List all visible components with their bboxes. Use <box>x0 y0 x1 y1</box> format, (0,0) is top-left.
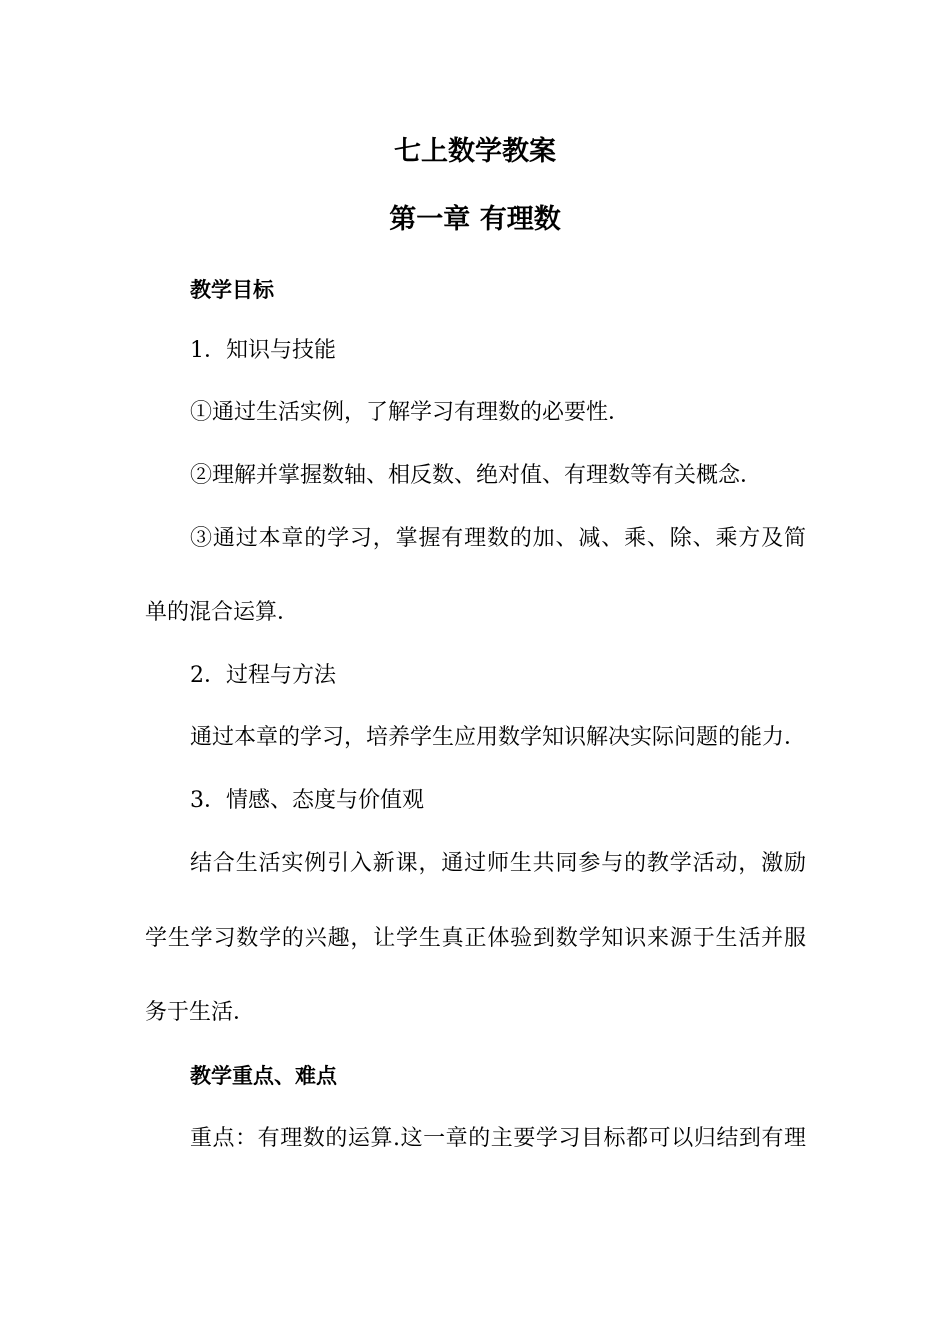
objective-3-text-line-3: 务于生活． <box>145 1000 256 1025</box>
objective-1-point-3-line-1: ③通过本章的学习，掌握有理数的加、减、乘、除、乘方及简 <box>190 526 806 551</box>
key-points-heading: 教学重点、难点 <box>190 1064 337 1088</box>
objective-3-label: 3．情感、态度与价值观 <box>190 788 424 813</box>
objective-1-label: 1．知识与技能 <box>190 338 336 363</box>
objective-1-point-1: ①通过生活实例，了解学习有理数的必要性． <box>190 400 631 425</box>
objective-2-text: 通过本章的学习，培养学生应用数学知识解决实际问题的能力． <box>190 725 807 750</box>
objectives-heading: 教学目标 <box>190 278 274 302</box>
objective-1-point-2: ②理解并掌握数轴、相反数、绝对值、有理数等有关概念． <box>190 463 763 488</box>
chapter-title: 第一章 有理数 <box>389 204 561 235</box>
document-title: 七上数学教案 <box>394 136 556 167</box>
objective-2-label: 2．过程与方法 <box>190 663 336 688</box>
key-points-text-line-1: 重点：有理数的运算.这一章的主要学习目标都可以归结到有理 <box>190 1126 806 1151</box>
objective-1-point-3-line-2: 单的混合运算． <box>145 600 300 625</box>
objective-3-text-line-1: 结合生活实例引入新课，通过师生共同参与的教学活动，激励 <box>190 851 806 876</box>
objective-3-text-line-2: 学生学习数学的兴趣，让学生真正体验到数学知识来源于生活并服 <box>145 926 806 951</box>
